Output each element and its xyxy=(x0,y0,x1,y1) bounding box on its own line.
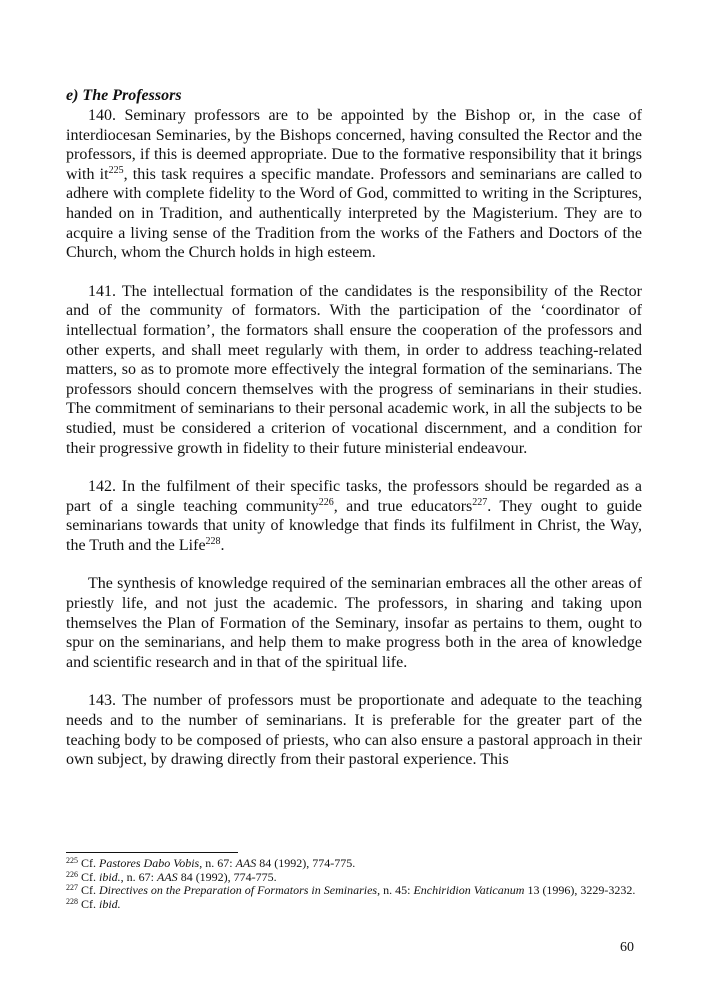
footnote-title: ibid. xyxy=(99,869,121,884)
footnote-number: 225 xyxy=(66,856,78,865)
footnote-number: 226 xyxy=(66,869,78,879)
footnote-ref-225: 225 xyxy=(108,164,124,176)
footnote-226 xyxy=(66,871,642,885)
footnote-text: Cf. xyxy=(78,869,99,884)
footnote-text: , n. 67: xyxy=(120,869,158,884)
p142-text-4: . xyxy=(220,536,225,554)
footnote-text: 84 (1992), 774-775. xyxy=(177,869,277,884)
p142-text-3: . They ought to guide seminarians towards that unity of knowledge that finds its fulfilment in Christ, the Way, the Truth and the Life xyxy=(66,497,642,554)
footnote-text: Cf. xyxy=(78,856,99,870)
footnote-text: 13 (1996), 3229-3232. xyxy=(524,883,636,898)
paragraph-141: 141. The intellectual formation of the candidates is the responsibility of the Rector and of the community of formators. With the participation of the ‘coordinator of intellectual formation’, the formators shall ensure the cooperation of the professors and other experts, and shall meet regularly with them, in order to address teaching-related matters, so as to promote more effectively the integral formation of the seminarians. The professors should concern themselves with the progress of seminarians in their studies. The commitment of seminarians to their personal academic work, in all the subjects to be studied, must be considered a criterion of vocational discernment, and a condition for their progressive growth in fidelity to their future ministerial endeavour. xyxy=(66,282,642,457)
paragraph-140 xyxy=(66,106,642,263)
footnote-title: Pastores Dabo Vobis xyxy=(99,856,200,870)
paragraph-143: 143. The number of professors must be proportionate and adequate to the teaching needs and to the number of seminarians. It is preferable for the greater part of the teaching body to be composed of priests, who can also ensure a pastoral approach in their own subject, by drawing directly from their pastoral experience. This xyxy=(66,692,642,769)
paragraph-142 xyxy=(66,477,642,555)
footnote-text: , n. 67: xyxy=(199,856,236,870)
footnote-228 xyxy=(66,898,642,912)
footnote-text: , n. 45: xyxy=(377,883,414,898)
section-heading: e) The Professors xyxy=(66,87,182,104)
p142-text-1: 142. In the fulfilment of their specific tasks, the professors should be regarded as a part of a single teaching community xyxy=(66,478,642,515)
footnote-227 xyxy=(66,884,642,898)
footnote-text: Cf. xyxy=(78,883,99,898)
footnote-source: AAS xyxy=(235,856,257,870)
footnote-source: Enchiridion Vaticanum xyxy=(413,883,525,898)
footnote-text: 84 (1992), 774-775. xyxy=(256,856,356,870)
footnote-number: 228 xyxy=(66,896,78,906)
footnote-ref-227: 227 xyxy=(472,496,488,508)
p140-text-2: , this task requires a specific mandate. Professors and seminarians are called to adhere with complete fidelity to the Word of God, committed to writing in the Scriptures, handed on in Tradition, and authentically interpreted by the Magisterium. They are to acquire a living sense of the Tradition from the works of the Fathers and Doctors of the Church, whom the Church holds in high esteem. xyxy=(66,165,643,262)
paragraph-synthesis: The synthesis of knowledge required of the seminarian embraces all the other areas of priestly life, and not just the academic. The professors, in sharing and taking upon themselves the Plan of Formation of the Seminary, insofar as pertains to them, ought to spur on the seminarians, and help them to make progress both in the area of knowledge and scientific research and in that of the spiritual life. xyxy=(66,575,642,671)
footnote-source: AAS xyxy=(157,869,178,884)
footnote-ref-228: 228 xyxy=(205,535,221,547)
footnotes xyxy=(66,857,642,911)
footnote-ref-226: 226 xyxy=(318,496,334,508)
footnote-title: Directives on the Preparation of Formators in Seminaries xyxy=(99,883,378,898)
p142-text-2: , and true educators xyxy=(333,497,473,515)
footnote-divider xyxy=(66,852,238,853)
footnote-225 xyxy=(66,857,642,871)
footnote-text: Cf. xyxy=(78,896,99,911)
page-number: 60 xyxy=(620,940,634,955)
page-body xyxy=(66,86,642,770)
p140-text-1: 140. Seminary professors are to be appointed by the Bishop or, in the case of interdiocesan Seminaries, by the Bishops concerned, having consulted the Rector and the professors, if this is deemed appropriate. Due to the formative responsibility that it brings with it xyxy=(66,107,642,183)
footnote-title: ibid. xyxy=(99,896,121,911)
footnote-number: 227 xyxy=(66,883,78,893)
